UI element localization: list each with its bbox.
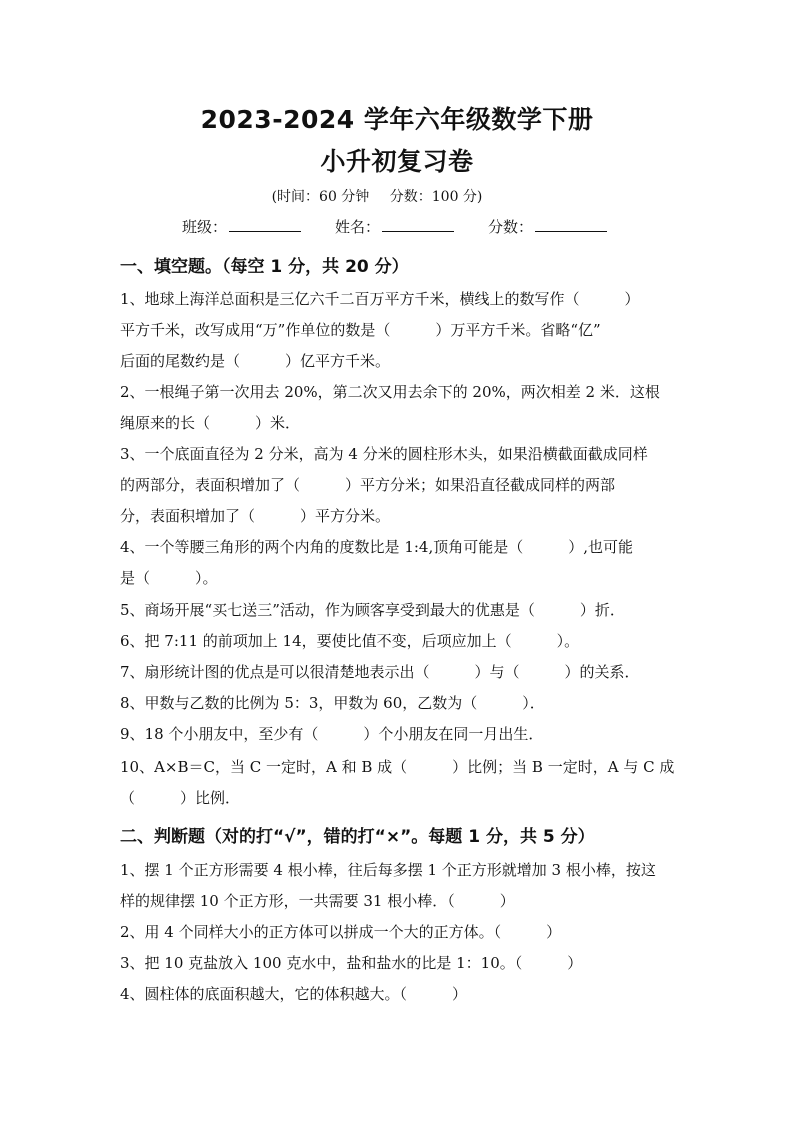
exam-time: (时间：60 分钟 xyxy=(271,189,370,205)
page-subtitle: 小升初复习卷 xyxy=(320,147,474,176)
student-info xyxy=(182,216,641,237)
question-line: 1、摆 1 个正方形需要 4 根小棒，往后每多摆 1 个正方形就增加 3 根小棒，按这 xyxy=(120,861,656,879)
score-blank[interactable] xyxy=(535,217,607,232)
exam-time-score xyxy=(0,186,774,206)
question-line: 10、A×B＝C，当 C 一定时，A 和 B 成（ ）比例；当 B 一定时，A 与 C 成 xyxy=(120,758,675,776)
question-line: 2、一根绳子第一次用去 20%，第二次又用去余下的 20%，两次相差 2 米．这根 xyxy=(120,383,660,401)
question-line: 绳原来的长（ ）米． xyxy=(120,414,301,432)
question-line: 3、把 10 克盐放入 100 克水中，盐和盐水的比是 1：10。（ ） xyxy=(120,954,583,972)
question-line: 2、用 4 个同样大小的正方体可以拼成一个大的正方体。（ ） xyxy=(120,923,562,941)
question-line: 4、圆柱体的底面积越大，它的体积越大。（ ） xyxy=(120,985,468,1003)
question-line: 平方千米，改写成用“万”作单位的数是（ ）万平方千米。省略“亿” xyxy=(120,321,601,339)
question-line: 1、地球上海洋总面积是三亿六千二百万平方千米，横线上的数写作（ ） xyxy=(120,290,640,308)
exam-total-score: 分数：100 分) xyxy=(389,189,483,205)
question-line: 分，表面积增加了（ ）平方分米。 xyxy=(120,507,391,525)
score-field[interactable] xyxy=(488,216,607,237)
question-line: 9、18 个小朋友中，至少有（ ）个小朋友在同一月出生． xyxy=(120,725,544,743)
question-line: 5、商场开展“买七送三”活动，作为顾客享受到最大的优惠是（ ）折． xyxy=(120,601,625,619)
name-label: 姓名： xyxy=(335,218,381,236)
class-blank[interactable] xyxy=(229,217,301,232)
question-line: 6、把 7:11 的前项加上 14，要使比值不变，后项应加上（ ）。 xyxy=(120,632,580,650)
section-true-false-title: 二、判断题（对的打“√”，错的打“×”。每题 1 分，共 5 分） xyxy=(120,827,595,847)
name-blank[interactable] xyxy=(382,217,454,232)
class-field[interactable] xyxy=(182,216,301,237)
class-label: 班级： xyxy=(182,218,228,236)
question-line: 7、扇形统计图的优点是可以很清楚地表示出（ ）与（ ）的关系． xyxy=(120,663,640,681)
question-line: （ ）比例． xyxy=(120,789,241,807)
page-title: 2023-2024 学年六年级数学下册 xyxy=(200,105,594,134)
section-fill-blank-title: 一、填空题。（每空 1 分，共 20 分） xyxy=(120,257,409,277)
score-label: 分数： xyxy=(488,218,534,236)
question-line: 4、一个等腰三角形的两个内角的度数比是 1:4,顶角可能是（ ）,也可能 xyxy=(120,538,633,556)
question-line: 8、甲数与乙数的比例为 5：3，甲数为 60，乙数为（ ）． xyxy=(120,694,545,712)
question-line: 样的规律摆 10 个正方形，一共需要 31 根小棒．（ ） xyxy=(120,892,515,910)
question-line: 后面的尾数约是（ ）亿平方千米。 xyxy=(120,352,391,370)
question-line: 的两部分，表面积增加了（ ）平方分米；如果沿直径截成同样的两部 xyxy=(120,476,616,494)
question-line: 是（ ）。 xyxy=(120,569,218,587)
name-field[interactable] xyxy=(335,216,454,237)
question-line: 3、一个底面直径为 2 分米，高为 4 分米的圆柱形木头，如果沿横截面截成同样 xyxy=(120,445,648,463)
